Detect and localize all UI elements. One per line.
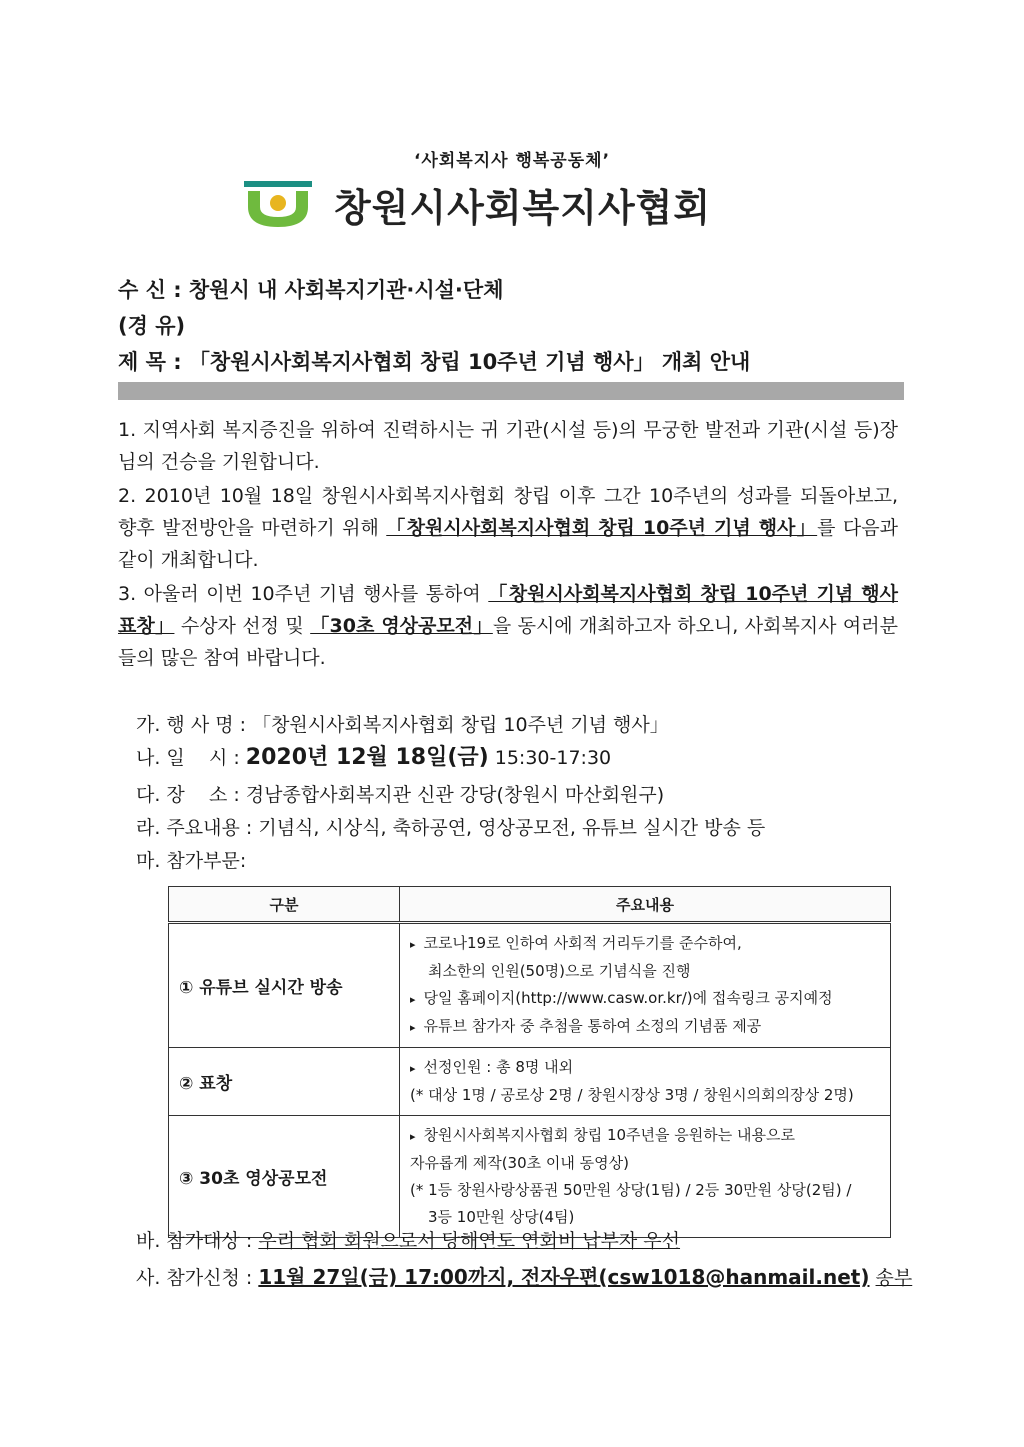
application-suffix: 송부 xyxy=(875,1267,913,1289)
detail-label: 가. 행 사 명 : xyxy=(136,714,247,736)
table-row xyxy=(169,1048,891,1116)
detail-label: 나. 일 시 : xyxy=(136,747,240,769)
table-row xyxy=(169,1116,891,1238)
association-logo-icon xyxy=(244,179,312,229)
table-row xyxy=(169,923,891,1048)
paragraph-2-tail: 를 다음과 같이 개최합니다. xyxy=(118,517,898,571)
detail-eligibility xyxy=(136,1228,680,1254)
eligibility-value: 우리 협회 회원으로서 당해연도 연회비 납부자 우선 xyxy=(258,1230,681,1252)
paragraph-3-tail: 을 동시에 개최하고자 하오니, 사회복지사 여러분들의 많은 참여 바랍니다. xyxy=(118,615,898,669)
description-cell xyxy=(400,1116,891,1238)
list-item: ▸ 선정인원 : 총 8명 내외 xyxy=(410,1058,574,1076)
category-cell: ③ 30초 영상공모전 xyxy=(169,1116,400,1238)
list-item: 최소한의 인원(50명)으로 기념식을 진행 xyxy=(428,962,691,980)
table-header: 주요내용 xyxy=(400,887,891,923)
org-header xyxy=(244,176,711,232)
subject-value: 「창원시사회복지사협회 창립 10주년 기념 행사」 개최 안내 xyxy=(188,350,751,374)
list-item: (* 대상 1명 / 공로상 2명 / 창원시장상 3명 / 창원시의회의장상 2명) xyxy=(410,1086,854,1104)
slogan: ‘사회복지사 행복공동체’ xyxy=(413,151,611,171)
award-emphasis: 「창원시사회복지사협회 창립 10주년 기념 행사 표창」 xyxy=(118,583,898,637)
description-cell xyxy=(400,1048,891,1116)
detail-label: 라. 주요내용 : xyxy=(136,817,253,839)
detail-value: 「창원시사회복지사협회 창립 10주년 기념 행사」 xyxy=(252,714,669,736)
list-item: ▸ 유튜브 참가자 중 추첨을 통하여 소정의 기념품 제공 xyxy=(410,1017,762,1035)
paragraph-3-mid: 수상자 선정 및 xyxy=(174,615,311,637)
recipient-label: 수 신 : xyxy=(118,278,182,302)
list-item: ▸ 코로나19로 인하여 사회적 거리두기를 준수하여, xyxy=(410,934,742,952)
paragraph-2 xyxy=(118,480,898,576)
list-item: ▸ 당일 홈페이지(http://www.casw.or.kr/)에 접속링크 공지예정 xyxy=(410,989,833,1007)
detail-categories xyxy=(136,848,246,874)
paragraph-2-text: 2. 2010년 10월 18일 창원시사회복지사협회 창립 이후 그간 10주년의 성과를 되돌아보고, 향후 발전방안을 마련하기 위해 xyxy=(118,485,898,539)
video-contest-emphasis: 「30초 영상공모전」 xyxy=(310,615,493,637)
category-cell: ② 표창 xyxy=(169,1048,400,1116)
category-cell: ① 유튜브 실시간 방송 xyxy=(169,923,400,1048)
event-time: 15:30-17:30 xyxy=(494,747,612,769)
via-label: (경 유) xyxy=(118,314,186,338)
recipient-value: 창원시 내 사회복지기관·시설·단체 xyxy=(188,278,504,302)
description-cell xyxy=(400,923,891,1048)
event-name-emphasis: 「창원시사회복지사협회 창립 10주년 기념 행사」 xyxy=(386,517,818,539)
subject-label: 제 목 : xyxy=(118,350,182,374)
list-item: ▸ 창원시사회복지사협회 창립 10주년을 응원하는 내용으로 xyxy=(410,1126,795,1144)
divider-bar xyxy=(118,382,904,400)
detail-event-name xyxy=(136,712,669,738)
detail-value: 기념식, 시상식, 축하공연, 영상공모전, 유튜브 실시간 방송 등 xyxy=(258,817,766,839)
list-item: 3등 10만원 상당(4팀) xyxy=(428,1208,575,1226)
detail-label: 바. 참가대상 : xyxy=(136,1230,253,1252)
paragraph-1: 1. 지역사회 복지증진을 위하여 진력하시는 귀 기관(시설 등)의 무궁한 발전과 기관(시설 등)장님의 건승을 기원합니다. xyxy=(118,419,898,473)
detail-value: 경남종합사회복지관 신관 강당(창원시 마산회원구) xyxy=(245,784,665,806)
detail-label: 사. 참가신청 : xyxy=(136,1267,253,1289)
detail-label: 다. 장 소 : xyxy=(136,784,240,806)
bullet-icon: ▸ xyxy=(410,1062,416,1075)
paragraph-3 xyxy=(118,578,898,674)
bullet-icon: ▸ xyxy=(410,938,416,951)
participation-table xyxy=(168,886,891,1238)
list-item: (* 1등 창원사랑상품권 50만원 상당(1팀) / 2등 30만원 상당(2팀) / xyxy=(410,1181,852,1199)
detail-venue xyxy=(136,782,664,808)
organization-name: 창원시사회복지사협회 xyxy=(334,185,712,230)
table-header-row xyxy=(169,887,891,923)
table-header: 구분 xyxy=(169,887,400,923)
event-date: 2020년 12월 18일(금) xyxy=(245,745,489,770)
detail-datetime xyxy=(136,745,611,771)
application-deadline: 11월 27일(금) 17:00까지, 전자우편(csw1018@hanmail.net) xyxy=(258,1265,870,1289)
paragraph-3-text: 3. 아울러 이번 10주년 기념 행사를 통하여 xyxy=(118,583,489,605)
detail-contents xyxy=(136,815,765,841)
via-line xyxy=(118,310,185,340)
subject-line xyxy=(118,346,750,376)
detail-application xyxy=(136,1264,912,1291)
bullet-icon: ▸ xyxy=(410,1130,416,1143)
detail-label: 마. 참가부문: xyxy=(136,850,247,872)
bullet-icon: ▸ xyxy=(410,1021,416,1034)
bullet-icon: ▸ xyxy=(410,993,416,1006)
list-item: 자유롭게 제작(30초 이내 동영상) xyxy=(410,1154,629,1172)
recipient-line xyxy=(118,274,504,304)
